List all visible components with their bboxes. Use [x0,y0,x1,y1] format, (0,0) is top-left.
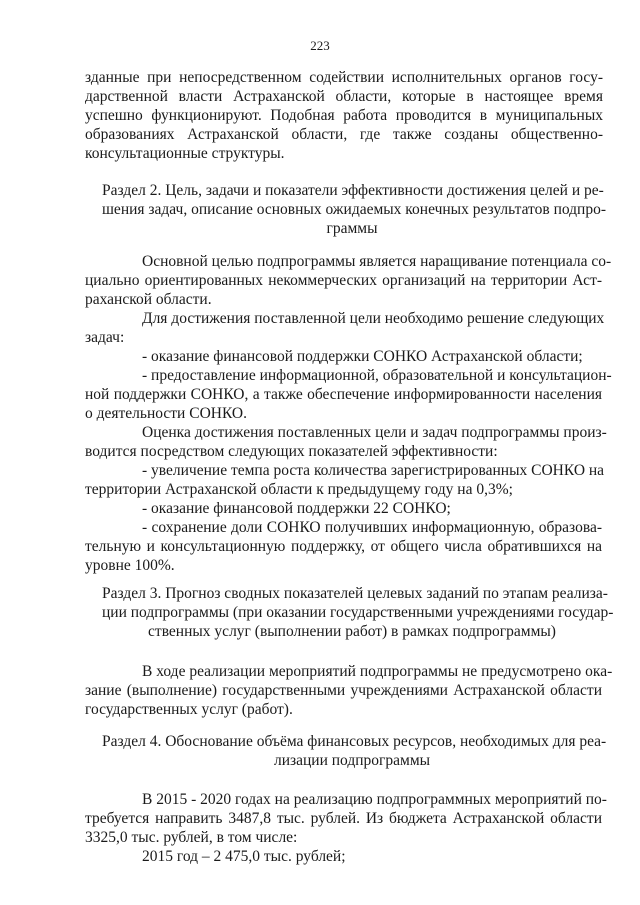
section-heading: лизации подпрограммы [273,752,431,769]
intro-line: успешно функционируют. Подобная работа проводится в муниципальных [85,107,603,124]
section-heading: граммы [326,220,378,237]
paragraph-line: о деятельности СОНКО. [85,405,247,422]
paragraph-line: территории Астраханской области к предыдущему году на 0,3%; [85,481,513,498]
section-heading: Раздел 3. Прогноз сводных показателей целевых заданий по этапам реализа- [102,585,608,602]
section-heading: ции подпрограммы (при оказании государственными учреждениями государ- [102,604,614,621]
section-heading: Раздел 4. Обоснование объёма финансовых ресурсов, необходимых для реа- [102,733,607,750]
paragraph-line: В 2015 - 2020 годах на реализацию подпрограммных мероприятий по- [142,791,607,808]
paragraph-line: Для достижения поставленной цели необходимо решение следующих [142,310,605,327]
paragraph-line: государственных услуг (работ). [85,701,293,718]
section-heading: шения задач, описание основных ожидаемых конечных результатов подпро- [102,201,607,218]
list-item: - увеличение темпа роста количества зарегистрированных СОНКО на [142,462,605,479]
paragraph-line: Основной целью подпрограммы является наращивание потенциала со- [142,253,612,270]
paragraph-line: 3325,0 тыс. рублей, в том числе: [85,829,298,846]
intro-line: зданные при непосредственном содействии исполнительных органов госу- [85,69,603,86]
paragraph-line: ной поддержки СОНКО, а также обеспечение информированности населения [85,386,602,403]
paragraph-line: водится посредством следующих показателей эффективности: [85,443,498,460]
paragraph-line: 2015 год – 2 475,0 тыс. рублей; [142,848,346,865]
paragraph-line: В ходе реализации мероприятий подпрограммы не предусмотрено ока- [142,663,613,680]
section-heading: ственных услуг (выполнении работ) в рамках подпрограммы) [148,623,556,640]
paragraph-line: циально ориентированных некоммерческих организаций на территории Аст- [85,272,602,289]
paragraph-line: раханской области. [85,291,212,308]
list-item: - оказание финансовой поддержки 22 СОНКО; [142,500,451,517]
intro-line: консультационные структуры. [85,145,285,162]
intro-line: дарственной власти Астраханской области, которые в настоящее время [85,88,603,105]
paragraph-line: зание (выполнение) государственными учреждениями Астраханской области [85,682,602,699]
paragraph-line: требуется направить 3487,8 тыс. рублей. Из бюджета Астраханской области [85,810,602,827]
paragraph-line: тельную и консультационную поддержку, от общего числа обратившихся на [85,538,602,555]
list-item: - сохранение доли СОНКО получивших информационную, образова- [142,519,602,536]
paragraph-line: Оценка достижения поставленных цели и задач подпрограммы произ- [142,424,607,441]
list-item: - предоставление информационной, образовательной и консультацион- [142,367,612,384]
intro-line: образованиях Астраханской области, где также созданы общественно- [85,126,603,143]
list-item: - оказание финансовой поддержки СОНКО Астраханской области; [142,348,583,365]
section-heading: Раздел 2. Цель, задачи и показатели эффективности достижения целей и ре- [102,182,604,199]
page-number: 223 [310,38,330,53]
paragraph-line: задач: [85,329,125,346]
paragraph-line: уровне 100%. [85,557,175,574]
